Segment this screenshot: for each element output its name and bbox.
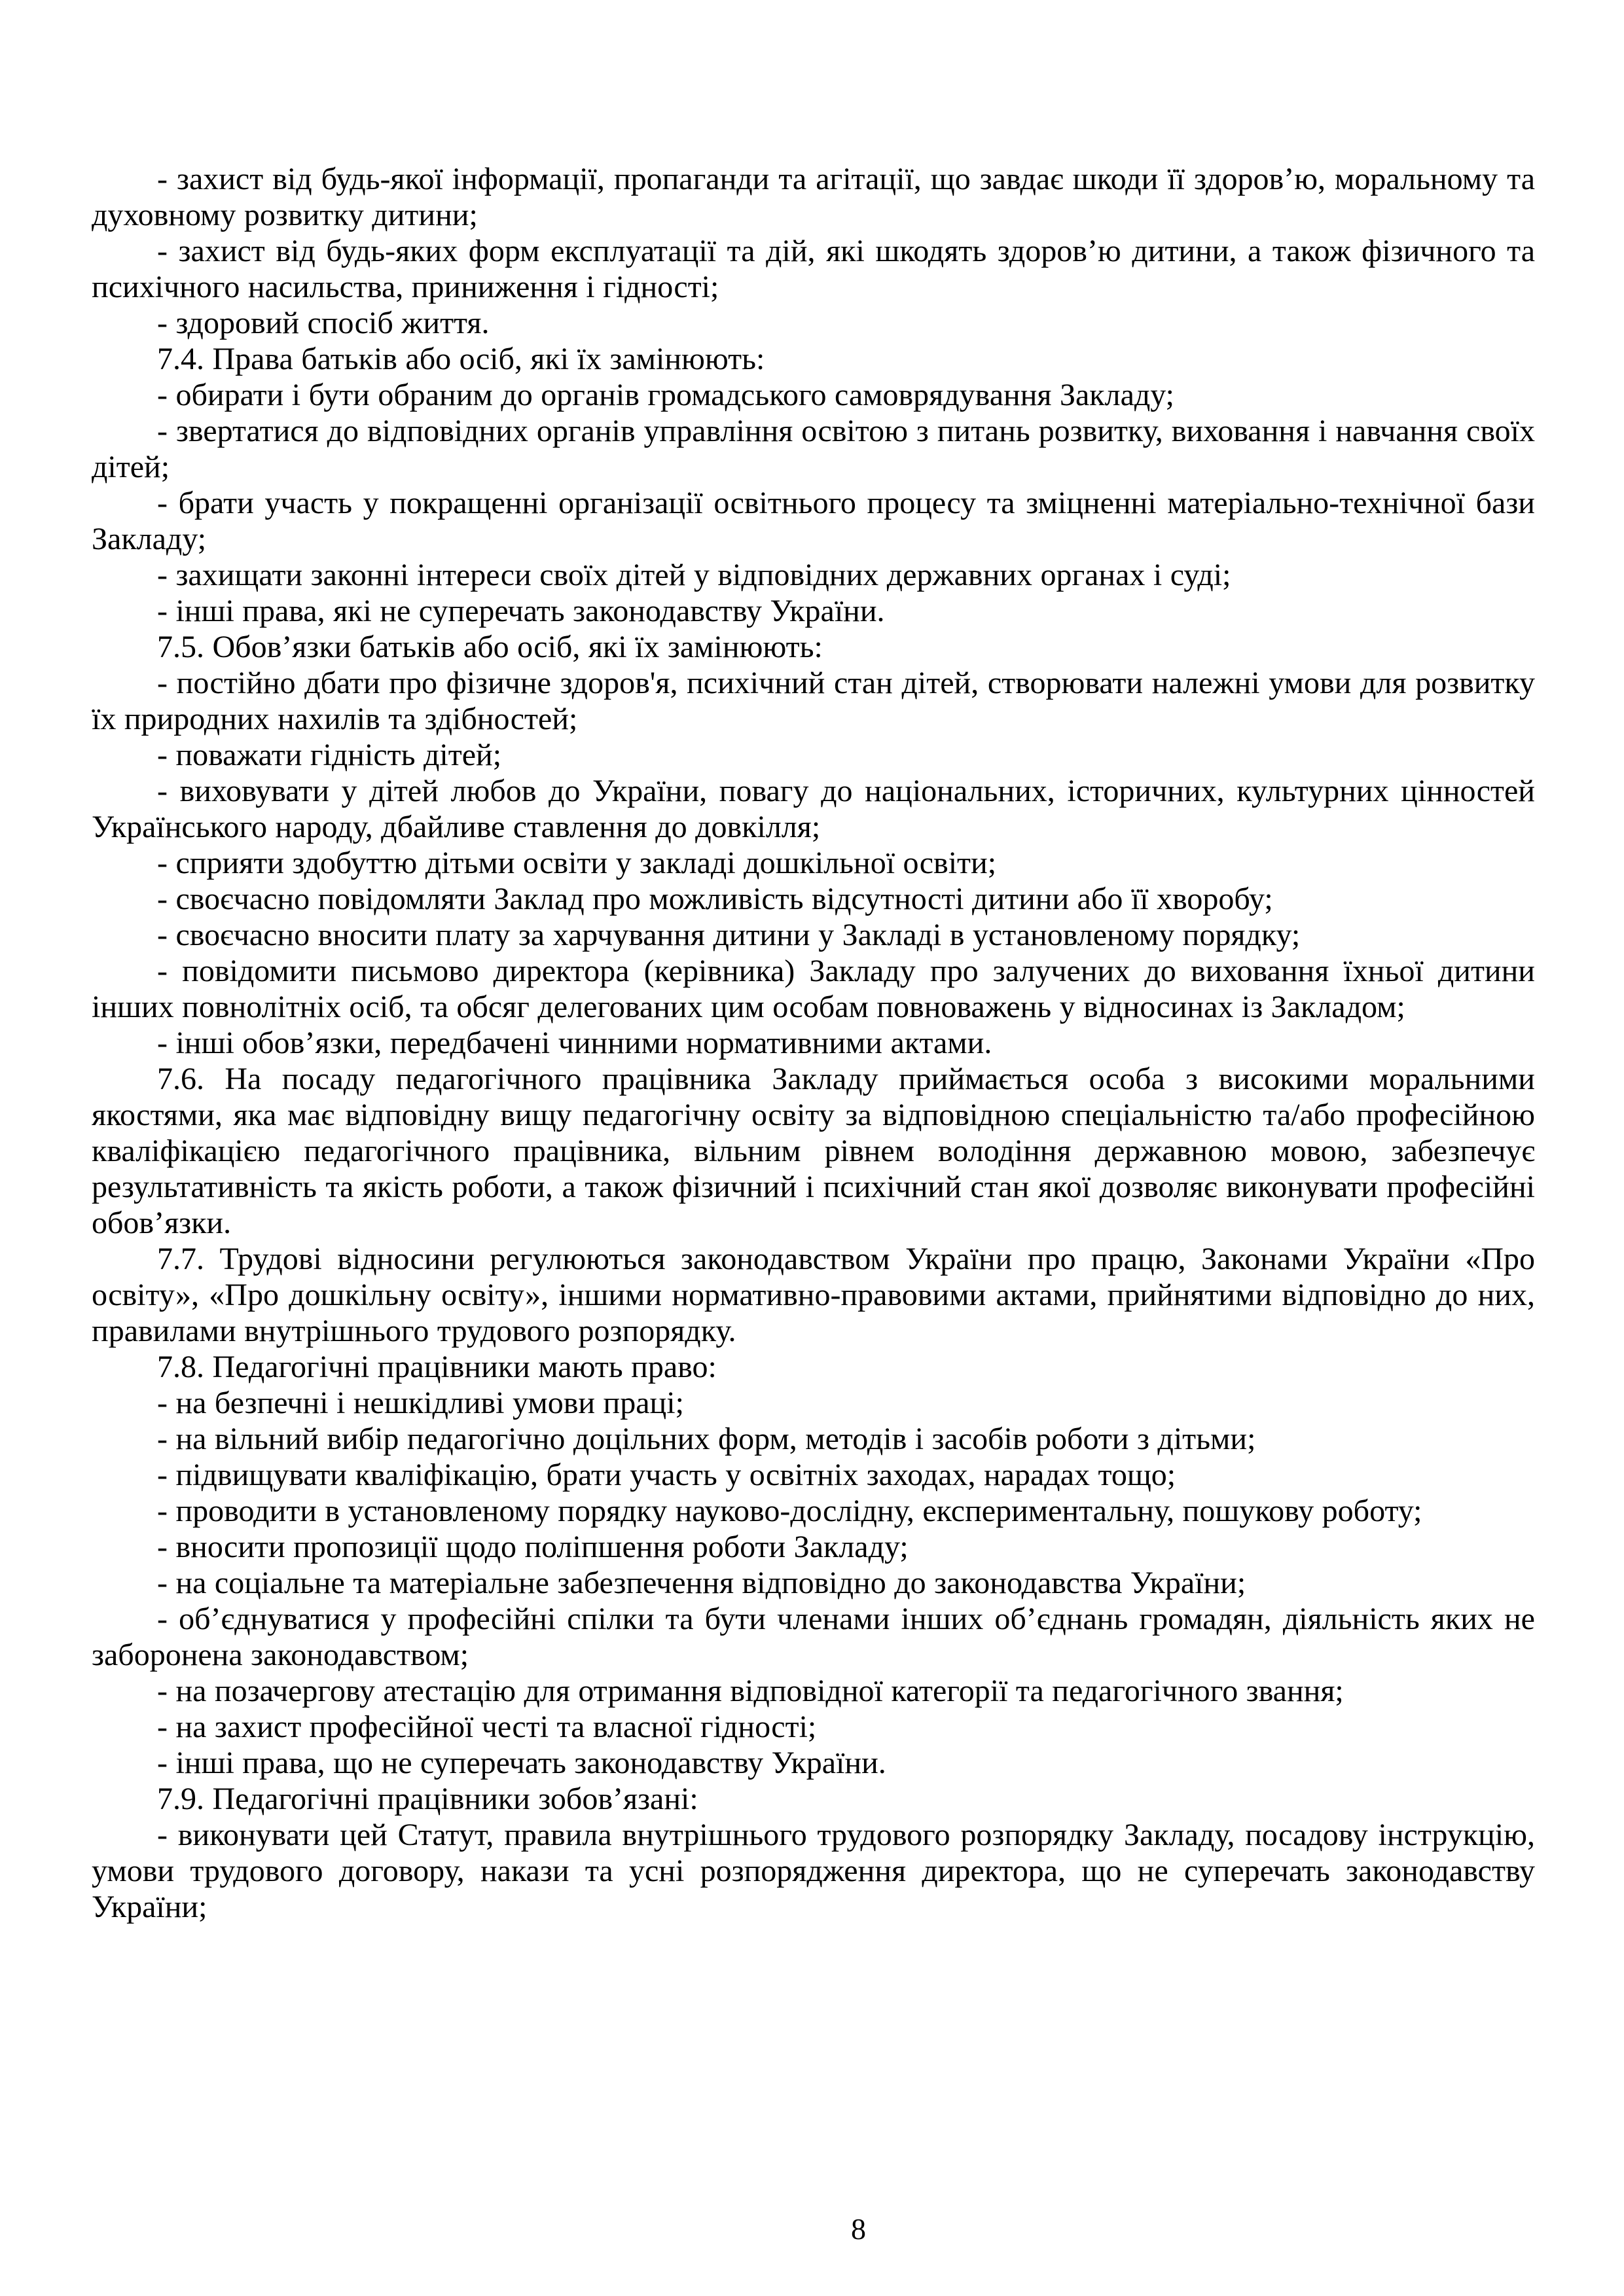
paragraph: - постійно дбати про фізичне здоров'я, психічний стан дітей, створювати належні умови для розвитку їх природних нахилів та здібностей; [92, 666, 1535, 736]
paragraph: - здоровий спосіб життя. [157, 306, 490, 340]
paragraph: - на безпечні і нешкідливі умови праці; [157, 1386, 684, 1420]
paragraph-heading-7-4: 7.4. Права батьків або осіб, які їх замінюють: [157, 342, 765, 376]
paragraph: - обирати і бути обраним до органів громадського самоврядування Закладу; [157, 378, 1175, 412]
paragraph: - своєчасно вносити плату за харчування дитини у Закладі в установленому порядку; [157, 918, 1301, 952]
paragraph: - поважати гідність дітей; [157, 738, 502, 772]
paragraph: - захист від будь-якої інформації, пропаганди та агітації, що завдає шкоди її здоров’ю, моральному та духовному розвитку дитини; [92, 162, 1535, 232]
document-body [92, 161, 1535, 1925]
paragraph: - проводити в установленому порядку науково-дослідну, експериментальну, пошукову роботу; [157, 1494, 1422, 1528]
paragraph: - вносити пропозиції щодо поліпшення роботи Закладу; [157, 1530, 909, 1564]
paragraph: - виконувати цей Статут, правила внутрішнього трудового розпорядку Закладу, посадову інструкцію, умови трудового договору, накази та усні розпорядження директора, що не суперечать законодавству України; [92, 1818, 1535, 1924]
paragraph-heading-7-8: 7.8. Педагогічні працівники мають право: [157, 1350, 717, 1384]
paragraph: - інші права, які не суперечать законодавству України. [157, 594, 885, 628]
paragraph: - своєчасно повідомляти Заклад про можливість відсутності дитини або її хворобу; [157, 882, 1273, 916]
paragraph-heading-7-9: 7.9. Педагогічні працівники зобов’язані: [157, 1782, 698, 1816]
paragraph: - об’єднуватися у професійні спілки та бути членами інших об’єднань громадян, діяльність яких не заборонена законодавством; [92, 1602, 1535, 1672]
paragraph: - сприяти здобуттю дітьми освіти у закладі дошкільної освіти; [157, 846, 997, 880]
paragraph: - звертатися до відповідних органів управління освітою з питань розвитку, виховання і навчання своїх дітей; [92, 414, 1535, 484]
paragraph: - на соціальне та матеріальне забезпечення відповідно до законодавства України; [157, 1566, 1246, 1600]
paragraph: - брати участь у покращенні організації освітнього процесу та зміцненні матеріально-технічної бази Закладу; [92, 486, 1535, 556]
paragraph-heading-7-5: 7.5. Обов’язки батьків або осіб, які їх замінюють: [157, 630, 823, 664]
page-number: 8 [851, 2212, 866, 2246]
paragraph-heading-7-6: 7.6. На посаду педагогічного працівника Закладу приймається особа з високими моральними якостями, яка має відповідну вищу педагогічну освіту за відповідною спеціальністю та/або професійною кваліфікацією педагогічного працівника, вільним рівнем володіння державною мовою, забезпечує результативність та якість роботи, а також фізичний і психічний стан якої дозволяє виконувати професійні обов’язки. [92, 1062, 1535, 1240]
paragraph: - повідомити письмово директора (керівника) Закладу про залучених до виховання їхньої дитини інших повнолітніх осіб, та обсяг делегованих цим особам повноважень у відносинах із Закладом; [92, 954, 1535, 1024]
paragraph: - інші права, що не суперечать законодавству України. [157, 1746, 886, 1780]
paragraph-heading-7-7: 7.7. Трудові відносини регулюються законодавством України про працю, Законами України «Про освіту», «Про дошкільну освіту», іншими нормативно-правовими актами, прийнятими відповідно до них, правилами внутрішнього трудового розпорядку. [92, 1242, 1535, 1348]
paragraph: - підвищувати кваліфікацію, брати участь у освітніх заходах, нарадах тощо; [157, 1458, 1176, 1492]
paragraph: - на вільний вибір педагогічно доцільних форм, методів і засобів роботи з дітьми; [157, 1422, 1256, 1456]
paragraph: - виховувати у дітей любов до України, повагу до національних, історичних, культурних цінностей Українського народу, дбайливе ставлення до довкілля; [92, 774, 1535, 844]
paragraph: - захищати законні інтереси своїх дітей у відповідних державних органах і суді; [157, 558, 1231, 592]
paragraph: - на позачергову атестацію для отримання відповідної категорії та педагогічного звання; [157, 1674, 1344, 1708]
paragraph: - захист від будь-яких форм експлуатації та дій, які шкодять здоров’ю дитини, а також фізичного та психічного насильства, приниження і гідності; [92, 234, 1535, 304]
paragraph: - інші обов’язки, передбачені чинними нормативними актами. [157, 1026, 992, 1060]
paragraph: - на захист професійної честі та власної гідності; [157, 1710, 817, 1744]
